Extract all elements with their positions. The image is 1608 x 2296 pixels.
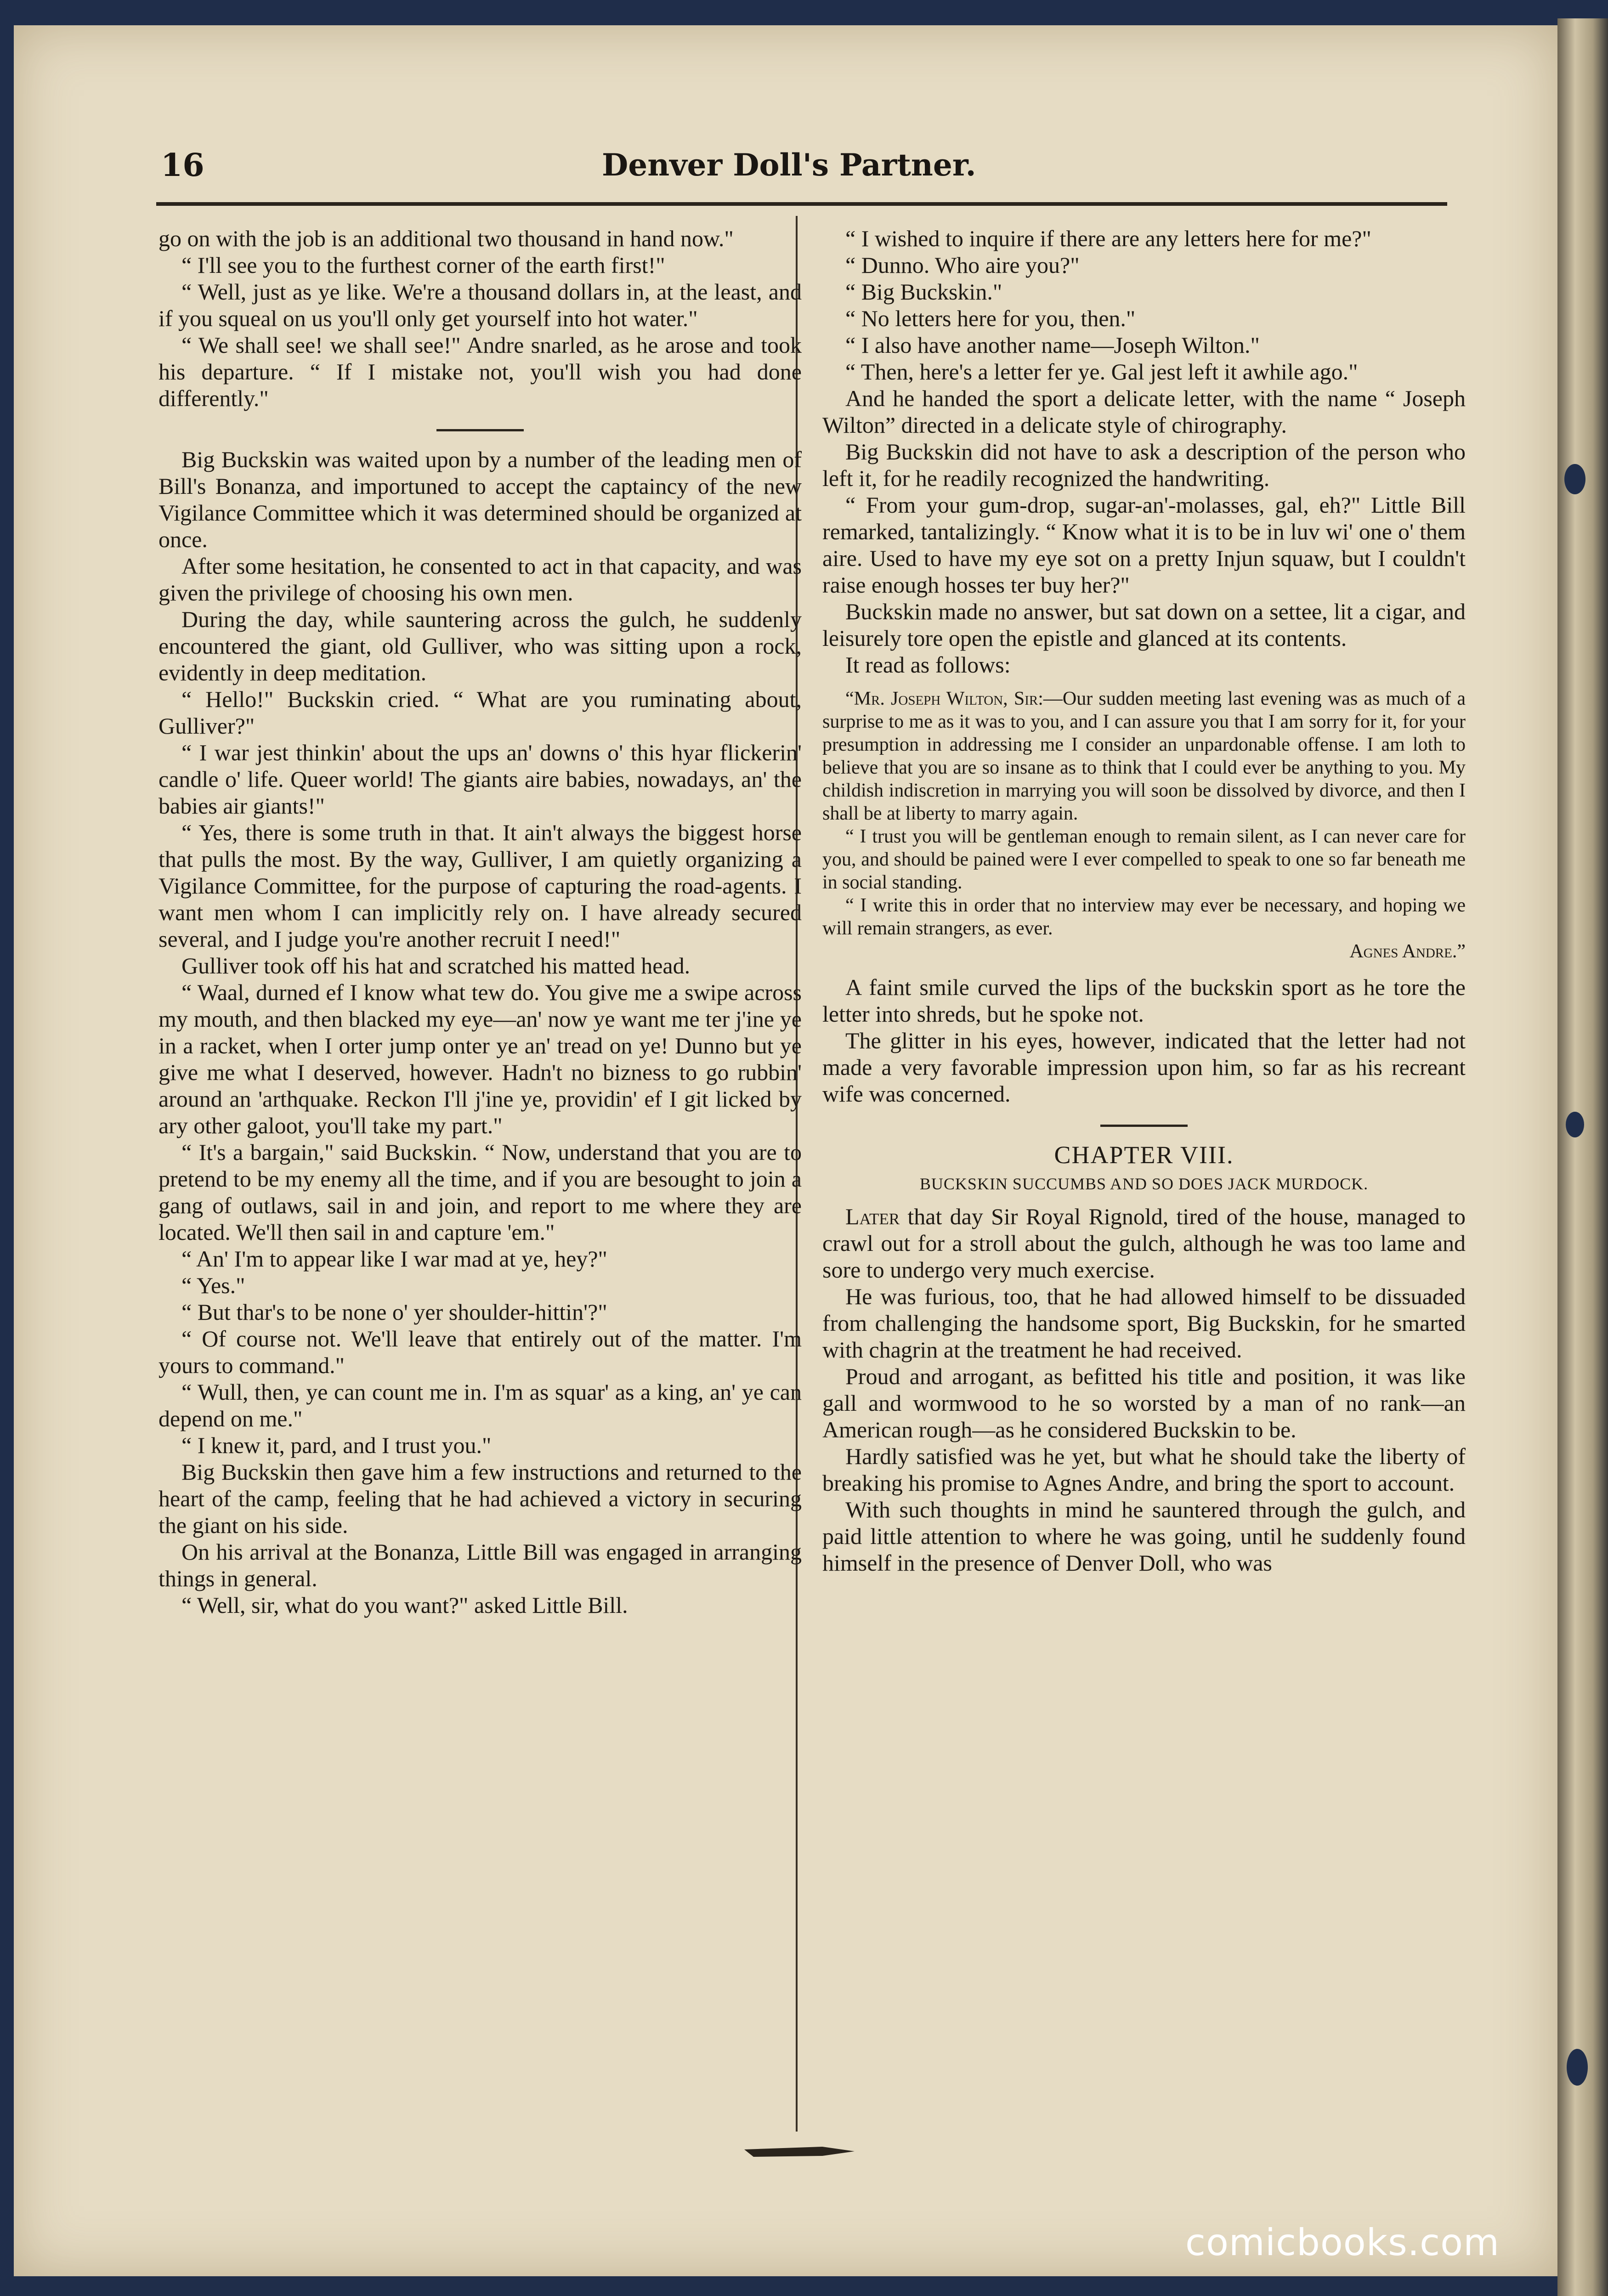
paragraph: A faint smile curved the lips of the buckskin sport as he tore the letter into shreds, but he spoke not. [822,974,1466,1027]
binding-spine [1557,18,1608,2296]
chapter-lead-word: Later [845,1204,900,1229]
chapter-lead-text: that day Sir Royal Rignold, tired of the house, managed to crawl out for a stroll about the gulch, although he was too lame and sore to undergo very much exercise. [822,1204,1466,1283]
paragraph: Big Buckskin then gave him a few instructions and returned to the heart of the camp, feeling that he had achieved a victory in securing the giant on his side. [159,1459,802,1538]
letter-paragraph [822,940,1466,963]
chapter-subtitle: BUCKSKIN SUCCUMBS AND SO DOES JACK MURDOCK. [919,1175,1369,1193]
paragraph: Proud and arrogant, as befitted his title and position, it was like gall and wormwood to he so worsted by a man of no rank—an American rough—as he considered Buckskin to be. [822,1363,1466,1442]
paragraph: “ Of course not. We'll leave that entirely out of the matter. I'm yours to command." [159,1326,802,1378]
paragraph: “ I knew it, pard, and I trust you." [181,1432,492,1458]
page-header [161,142,1447,198]
paragraph: After some hesitation, he consented to act in that capacity, and was given the privilege of choosing his own men. [159,553,802,605]
paragraph: During the day, while sauntering across the gulch, he suddenly encountered the giant, old Gulliver, who was sitting upon a rock, evidently in deep meditation. [159,606,802,685]
watermark: comicbooks.com [1185,2221,1500,2264]
paragraph: go on with the job is an additional two thousand in hand now." [159,226,734,251]
paragraph: “ Hello!" Buckskin cried. “ What are you ruminating about, Gulliver?" [159,686,802,739]
chapter-title: CHAPTER VIII. [1054,1141,1234,1169]
paragraph: “ No letters here for you, then." [845,305,1136,331]
section-divider [436,429,524,431]
paragraph [822,1203,1466,1283]
paragraph: Big Buckskin was waited upon by a number of the leading men of Bill's Bonanza, and importuned to accept the captaincy of the new Vigilance Committee which it was determined should be organized at once. [159,447,802,552]
paragraph: Hardly satisfied was he yet, but what he should take the liberty of breaking his promise to Agnes Andre, and bring the sport to account. [822,1443,1466,1496]
running-title: Denver Doll's Partner. [602,147,976,183]
paragraph: With such thoughts in mind he sauntered through the gulch, and paid little attention to where he was going, until he suddenly found himself in the presence of Denver Doll, who was [822,1497,1466,1576]
paragraph: “ An' I'm to appear like I war mad at ye, hey?" [181,1246,607,1272]
paragraph: It read as follows: [845,652,1011,678]
paragraph: “ I wished to inquire if there are any letters here for me?" [845,226,1371,251]
letter-paragraph: “ I trust you will be gentleman enough to remain silent, as I can never care for you, and should be pained were I ever compelled to speak to one so far beneath me in social standing. [822,826,1466,893]
paragraph: “ Well, just as ye like. We're a thousand dollars in, at the least, and if you squeal on us you'll only get yourself into hot water." [159,279,802,331]
paragraph: “ Dunno. Who aire you?" [845,252,1080,278]
paragraph: “ But thar's to be none o' yer shoulder-hittin'?" [181,1299,607,1325]
quoted-letter [822,687,1466,963]
paragraph: “ Yes." [181,1272,245,1298]
paragraph: “ Wull, then, ye can count me in. I'm as squar' as a king, an' ye can depend on me." [159,1379,802,1431]
letter-salutation: “Mr. Joseph Wilton, Sir: [845,688,1043,709]
letter-paragraph: “ I write this in order that no interview may ever be necessary, and hoping we will remain strangers, as ever. [822,895,1466,939]
paragraph: “ Waal, durned ef I know what tew do. You give me a swipe across my mouth, and then blacked my eye—an' now ye want me ter j'ine ye in a racket, when I orter jump onter ye an' tread on ye! Dunno but ye give me what I deserved, however. Hadn't no bizness to go rubbin' around an 'arthquake. Reckon I'll j'ine ye, providin' ef I git licked by ary other galoot, you'll take my part." [159,979,802,1138]
binding-hole [1564,464,1585,494]
paragraph: “ Yes, there is some truth in that. It ain't always the biggest horse that pulls the most. By the way, Gulliver, I am quietly organizing a Vigilance Committee, for the purpose of capturing the road-agents. I want men whom I can implicitly rely on. I have already secured several, and I judge you're another recruit I need!" [159,820,802,952]
paragraph: “ It's a bargain," said Buckskin. “ Now, understand that you are to pretend to be my enemy all the time, and if you are besought to join a gang of outlaws, sail in and join, and report to me where they are located. We'll then sail in and capture 'em." [159,1139,802,1245]
paragraph: Gulliver took off his hat and scratched his matted head. [181,953,691,978]
right-column [822,225,1466,2132]
paragraph: “ We shall see! we shall see!" Andre snarled, as he arose and took his departure. “ If I mistake not, you'll wish you had done differently." [159,332,802,411]
paragraph: “ Then, here's a letter fer ye. Gal jest left it awhile ago." [845,359,1358,385]
paragraph: “ I'll see you to the furthest corner of the earth first!" [181,252,665,278]
paragraph: “ Well, sir, what do you want?" asked Little Bill. [181,1592,628,1618]
letter-text: —Our sudden meeting last evening was as much of a surprise to me as it was to you, and I can assure you that I am sorry for it, for your presumption in addressing me I consider an unpardonable offense. I am loth to believe that you are so insane as to think that I could ever be anything to you. My childish indiscretion in marrying you will soon be dissolved by divorce, and then I shall be at liberty to marry again. [822,688,1466,824]
header-rule [156,202,1447,206]
section-divider [1100,1125,1188,1127]
page-number: 16 [161,147,204,184]
binding-hole [1567,2049,1588,2086]
paragraph: “ From your gum-drop, sugar-an'-molasses, gal, eh?" Little Bill remarked, tantalizingly. “ Know what it is to be in luv wi' one o' them aire. Used to have my eye sot on a pretty Injun squaw, but I couldn't raise enough hosses ter buy her?" [822,492,1466,598]
paragraph: Buckskin made no answer, but sat down on a settee, lit a cigar, and leisurely tore open the epistle and glanced at its contents. [822,599,1466,651]
letter-paragraph [822,687,1466,825]
binding-hole [1566,1112,1584,1137]
paragraph: And he handed the sport a delicate letter, with the name “ Joseph Wilton” directed in a delicate style of chirography. [822,385,1466,438]
left-column [159,225,802,2132]
bottom-ornament-icon [744,2143,855,2161]
paragraph: “ I war jest thinkin' about the ups an' downs o' this hyar flickerin' candle o' life. Queer world! The giants aire babies, nowadays, an' the babies air giants!" [159,740,802,819]
letter-signature: Agnes Andre.” [1349,941,1466,962]
paragraph: “ Big Buckskin." [845,279,1002,305]
paragraph: On his arrival at the Bonanza, Little Bill was engaged in arranging things in general. [159,1539,802,1591]
paragraph: “ I also have another name—Joseph Wilton." [845,332,1260,358]
paragraph: The glitter in his eyes, however, indicated that the letter had not made a very favorable impression upon him, so far as his recreant wife was concerned. [822,1028,1466,1107]
paragraph: He was furious, too, that he had allowed himself to be dissuaded from challenging the handsome sport, Big Buckskin, for he smarted with chagrin at the treatment he had received. [822,1284,1466,1363]
paragraph: Big Buckskin did not have to ask a description of the person who left it, for he readily recognized the handwriting. [822,439,1466,491]
